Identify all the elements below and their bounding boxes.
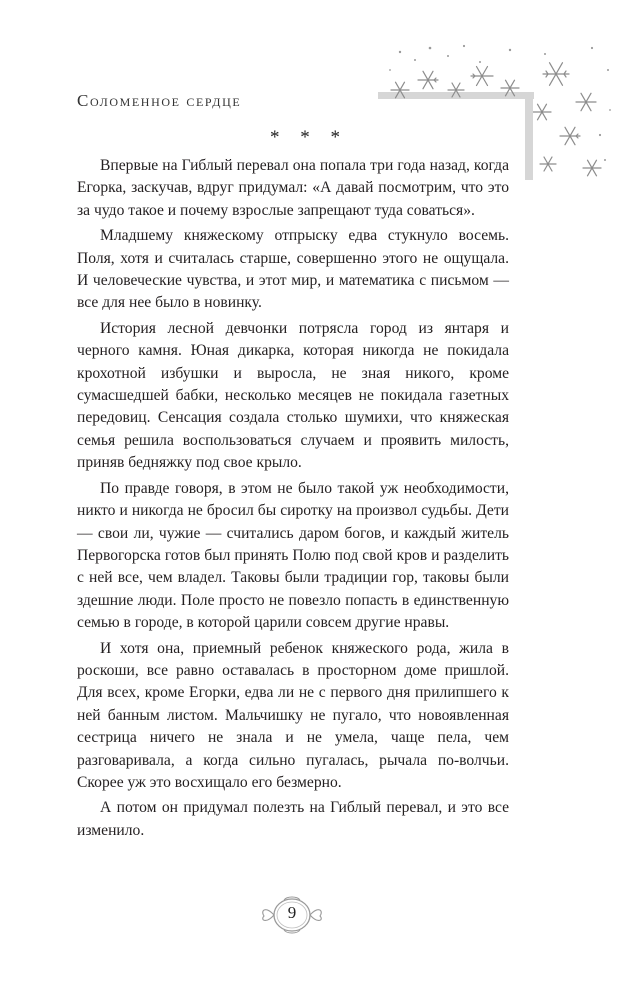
body-text [77,155,509,845]
running-head: Соломенное сердце [77,91,242,110]
paragraph: Впервые на Гиблый перевал она попала три года назад, когда Егорка, заскучав, вдруг придумал: «А давай посмотрим, что это за чудо такое и почему взрослые запрещают туда соваться». [77,157,509,219]
page-number-frame [254,892,330,938]
page-number: 9 [287,903,297,922]
paragraph: А потом он придумал полезть на Гиблый перевал, и это все изменило. [77,799,509,839]
paragraph: И хотя она, приемный ребенок княжеского рода, жила в роскоши, все равно оставалась в просторном доме пришлой. Для всех, кроме Егорки, едва ли не с первого дня прилипшего к ней банным листом. Мальчишку не пугало, что новоявленная сестрица ничего не знала и не умела, чаще пела, чем разговаривала, а когда сильно пугалась, рычала по-волчьи. Скорее уж это восхищало его безмерно. [77,639,509,791]
paragraph: Младшему княжескому отпрыску едва стукнуло восемь. Поля, хотя и считалась старше, совершенно этого не ощущала. И человеческие чувства, и этот мир, и математика с письмом — все для нее было в новинку. [77,227,509,312]
scene-break: * * * [270,127,348,148]
paragraph: По правде говоря, в этом не было такой уж необходимости, никто и никогда не бросил бы сиротку на произвол судьбы. Дети — свои ли, чужие — считались даром богов, и каждый житель Первогорска готов был принять Полю под свой кров и разделить с ней все, чем владел. Таковы были традиции гор, таковы были здешние люди. Поле просто не повезло попасть в единственную семью в городе, в которой царили совсем другие нравы. [77,479,509,632]
paragraph: История лесной девчонки потрясла город из янтаря и черного камня. Юная дикарка, которая никогда не покидала крохотной избушки и выросла, не зная никого, кроме сумасшедшей бабки, несколько месяцев не покидала газетных передовиц. Сенсация создала столько шумихи, что княжеская семья решила воспользоваться случаем и проявить милость, приняв бедняжку под свое крыло. [77,319,509,472]
